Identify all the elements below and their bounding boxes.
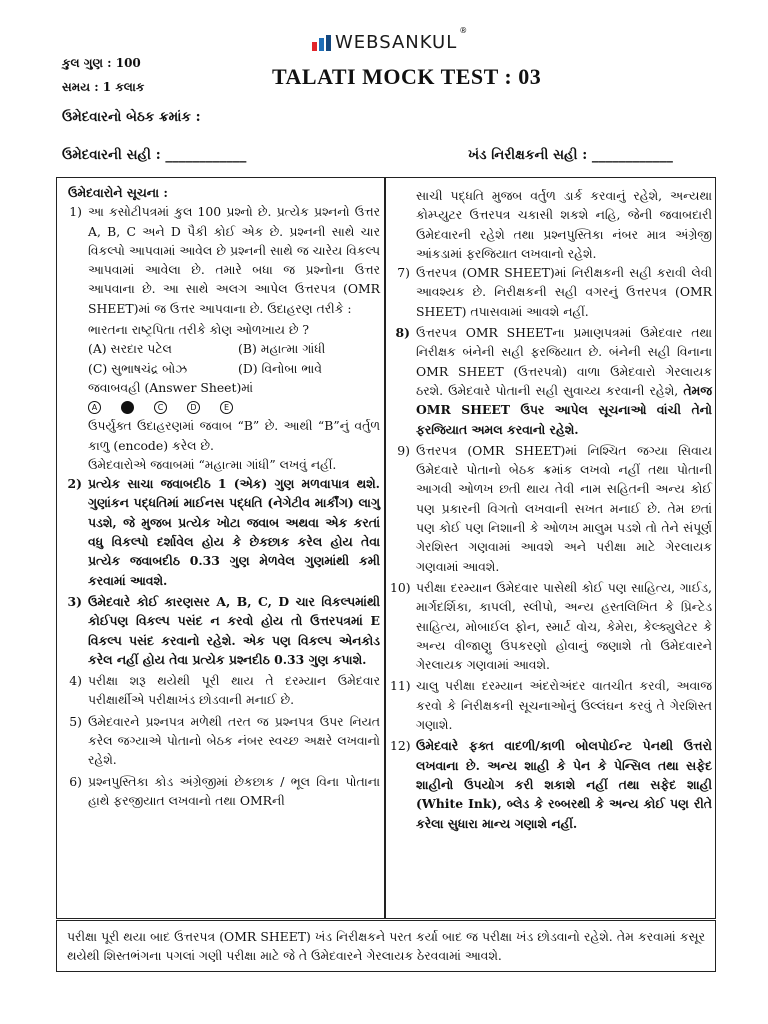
- logo-bars-icon: [312, 35, 331, 51]
- item-text: ઉત્તરપત્ર (OMR SHEET)માં નિરીક્ષકની સહી કરાવી લેવી આવશ્યક છે. નિરીક્ષકની સહી વગરનું ઉત્તરપત્ર (OMR SHEET) તપાસવામાં આવશે નહીં.: [416, 265, 712, 319]
- item-text: પ્રત્યેક સાચા જવાબદીઠ 1 (એક) ગુણ મળવાપાત્ર થશે. ગુણાંકન પદ્ધતિમાં માઈનસ પદ્ધતિ (નેગેટીવ માર્કીંગ) લાગુ પડશે, જે મુજબ પ્રત્યેક ખોટા જવાબ અથવા એક કરતાં વધુ વિકલ્પો દર્શાવેલ હોય કે છેકછાક કરેલ હોય તેવા પ્રત્યેક જવાબદીઠ 0.33 ગુણ મેળવેલ ગુણમાંથી કમી કરવામાં આવશે.: [88, 476, 380, 588]
- item-number: 1): [69, 204, 82, 220]
- instruction-item: [390, 578, 712, 674]
- option-b: (B) મહાત્મા ગાંધી: [238, 341, 326, 357]
- instruction-item: [62, 202, 380, 318]
- instructions-heading: ઉમેદવારોને સૂચના :: [68, 185, 168, 200]
- instructions-left-column: [62, 183, 380, 812]
- item-8-regular: ઉત્તરપત્ર OMR SHEETના પ્રમાણપત્રમાં ઉમેદવાર તથા નિરીક્ષક બંનેની સહી ફરજિયાત છે. બંનેની સહી વિનાના OMR SHEET (ઉત્તરપત્રો) વાળા ઉમેદવારો ગેરલાયક ઠરશે. ઉમેદવારે પોતાની સહી સુવાચ્ય કરવાની રહેશે,: [416, 325, 712, 398]
- item-text: ઉમેદવારે ફક્ત વાદળી/કાળી બોલપોઈન્ટ પેનથી ઉત્તરો લખવાના છે. અન્ય શાહી કે પેન કે પેન્સિલ તથા સફેદ શાહીનો ઉપયોગ કરી શકાશે નહીં તથા સફેદ શાહી (White Ink), બ્લેડ કે રબ્બરથી કે અન્ય કોઈ પણ રીતે કરેલા સુધારા માન્ય ગણાશે નહીં.: [416, 738, 712, 831]
- test-title: TALATI MOCK TEST : 03: [272, 64, 542, 89]
- instruction-item: [62, 474, 380, 590]
- instructions-right-column: [390, 186, 712, 835]
- omr-bubbles: [62, 401, 380, 414]
- item-text: પ્રશ્નપુસ્તિકા કોડ અંગ્રેજીમાં છેકછાક / ભૂલ વિના પોતાના હાથે ફરજીયાત લખવાનો તથા OMRની: [88, 773, 380, 808]
- instruction-item: [62, 592, 380, 669]
- instruction-item: [390, 263, 712, 321]
- item-text: [416, 323, 712, 439]
- instruction-item: [390, 441, 712, 576]
- instruction-item: [390, 676, 712, 734]
- column-divider: [384, 177, 386, 919]
- bubble-d: D: [187, 401, 200, 414]
- item-number: 5): [69, 713, 82, 729]
- item-text: આ કસોટીપત્રમાં કુલ 100 પ્રશ્નો છે. પ્રત્યેક પ્રશ્નનો ઉત્તર A, B, C અને D પૈકી કોઈ એક છે. પ્રશ્નની સાથે ચાર વિકલ્પો આપવામાં આવેલ છે પ્રશ્નની સાથે જ ચારેય વિકલ્પ આપવામાં આવેલા છે. તમારે બધા જ પ્રશ્નોના ઉત્તર આપવાના છે. આ સાથે અલગ આપેલ ઉત્તરપત્ર (OMR SHEET)માં જ ઉત્તર આપવાના છે. ઉદાહરણ તરીકે :: [88, 204, 380, 316]
- item-text: પરીક્ષા શરૂ થયેથી પૂરી થાય તે દરમ્યાન ઉમેદવાર પરીક્ષાર્થીએ પરીક્ષાખંડ છોડવાની મનાઈ છે.: [88, 673, 380, 708]
- item-8-bold: તેમજ OMR SHEET ઉપર આપેલ સૂચનાઓ વાંચી તેનો ફરજિયાત અમલ કરવાનો રહેશે.: [416, 382, 712, 437]
- footer-note: પરીક્ષા પૂરી થયા બાદ ઉત્તરપત્ર (OMR SHEET) ખંડ નિરીક્ષકને પરત કર્યા બાદ જ પરીક્ષા ખંડ છોડવાનો રહેશે. તેમ કરવામાં કસૂર થયેથી શિસ્તભંગના પગલાં ગણી પરીક્ષા માટે જે તે ઉમેદવારને ગેરલાયક ઠેરવવામાં આવશે.: [56, 920, 716, 972]
- item-text: પરીક્ષા દરમ્યાન ઉમેદવાર પાસેથી કોઈ પણ સાહિત્ય, ગાઈડ, માર્ગદર્શિકા, કાપલી, સ્લીપો, અન્ય હસ્તલિખિત કે પ્રિન્ટેડ સાહિત્ય, મોબાઈલ ફોન, સ્માર્ટ વોચ, કેમેરા, કેલ્ક્યુલેટર કે અન્ય વીજાણુ ઉપકરણો હોવાનું જણાશે તો ઉમેદવારને ગેરલાયક ગણવામાં આવશે.: [416, 579, 712, 673]
- supervisor-signature-label: ખંડ નિરીક્ષકની સહી : ____________: [468, 147, 673, 163]
- bubble-a: A: [88, 401, 101, 414]
- item-number: 6): [69, 773, 82, 789]
- instruction-item: [390, 323, 712, 439]
- item-number: 8): [395, 325, 410, 341]
- instruction-item: [62, 671, 380, 710]
- item-number: 9): [397, 442, 410, 458]
- seat-number-label: ઉમેદવારનો બેઠક ક્રમાંક :: [62, 109, 201, 125]
- option-a: (A) સરદાર પટેલ: [88, 341, 172, 357]
- candidate-signature-label: ઉમેદવારની સહી : ____________: [62, 147, 247, 163]
- example-note: ઉમેદવારોએ જવાબમાં “મહાત્મા ગાંધી” લખવું નહીં.: [88, 456, 337, 472]
- bubble-c: C: [154, 401, 167, 414]
- example-explanation: ઉપર્યુક્ત ઉદાહરણમાં જવાબ “B” છે. આથી “B”નું વર્તુળ કાળુ (encode) કરેલ છે.: [88, 418, 380, 453]
- answer-sheet-label: જવાબવહી (Answer Sheet)માં: [88, 379, 254, 395]
- example-question: ભારતના રાષ્ટ્રપિતા તરીકે કોણ ઓળખાય છે ?: [88, 322, 310, 338]
- option-c: (C) સુભાષચંદ્ર બોઝ: [88, 360, 188, 376]
- instruction-item: [62, 712, 380, 770]
- item-number: 11): [390, 678, 411, 694]
- item-number: 10): [390, 579, 411, 595]
- item-6-continuation: સાચી પદ્ધતિ મુજબ વર્તુળ ડાર્ક કરવાનું રહેશે, અન્યથા કોમ્પ્યુટર ઉત્તરપત્ર ચકાસી શકશે નહિ, જેની જવાબદારી ઉમેદવારની રહેશે તથા પ્રશ્નપુસ્તિકા નંબર માત્ર અંગ્રેજી આંકડામાં ફરજિયાત લખવાનો રહેશે.: [416, 188, 712, 261]
- item-text: ઉમેદવારે કોઈ કારણસર A, B, C, D ચાર વિકલ્પમાંથી કોઈપણ વિકલ્પ પસંદ ન કરવો હોય તો ઉત્તરપત્રમાં E વિકલ્પ પસંદ કરવાનો રહેશે. એક પણ વિકલ્પ એનકોડ કરેલ નહીં હોય તેવા પ્રત્યેક પ્રશ્નદીઠ 0.33 ગુણ કપાશે.: [88, 593, 380, 667]
- websankul-logo: [312, 26, 468, 53]
- item-number: 4): [69, 673, 82, 689]
- item-number: 7): [397, 265, 410, 281]
- item-number: 2): [67, 476, 82, 492]
- item-text: ઉત્તરપત્ર (OMR SHEET)માં નિશ્ચિત જગ્યા સિવાય ઉમેદવારે પોતાનો બેઠક ક્રમાંક લખવો નહીં તથા પોતાની આગવી ઓળખ છતી થાય તેવી નામ સહિતની અન્ય કોઈ પણ પ્રકારની વિગતો લખવાની સખત મનાઈ છે. તેમ છતાં પણ કોઈ પણ નિશાની કે ઓળખ માલુમ પડશે તો તેને સંપૂર્ણ ગેરશિસ્ત ગણવામાં આવશે અને પરીક્ષા માટે ગેરલાયક ગણવામાં આવશે.: [416, 442, 712, 574]
- bubble-e: E: [220, 401, 233, 414]
- instruction-item: [390, 736, 712, 832]
- item-number: 3): [67, 593, 82, 609]
- instruction-item: [62, 772, 380, 811]
- item-number: 12): [390, 738, 411, 754]
- item-text: ચાલુ પરીક્ષા દરમ્યાન અંદરોઅંદર વાતચીત કરવી, અવાજ કરવો કે નિરીક્ષકની સૂચનાઓનું ઉલ્લંઘન કરવું તે ગેરશિસ્ત ગણાશે.: [416, 678, 712, 733]
- item-text: ઉમેદવારને પ્રશ્નપત્ર મળેથી તરત જ પ્રશ્નપત્ર ઉપર નિયત કરેલ જગ્યાએ પોતાનો બેઠક નંબર સ્વચ્છ અક્ષરે લખવાનો રહેશે.: [88, 713, 380, 768]
- option-d: (D) વિનોબા ભાવે: [238, 360, 322, 376]
- registered-mark: ®: [459, 26, 468, 35]
- brand-name: WEBSANKUL: [335, 32, 458, 53]
- time-duration: સમય : 1 કલાક: [62, 80, 145, 94]
- example-options: [62, 339, 380, 378]
- bubble-b-filled: B: [121, 401, 134, 414]
- total-marks: કુલ ગુણ : 100: [62, 56, 141, 70]
